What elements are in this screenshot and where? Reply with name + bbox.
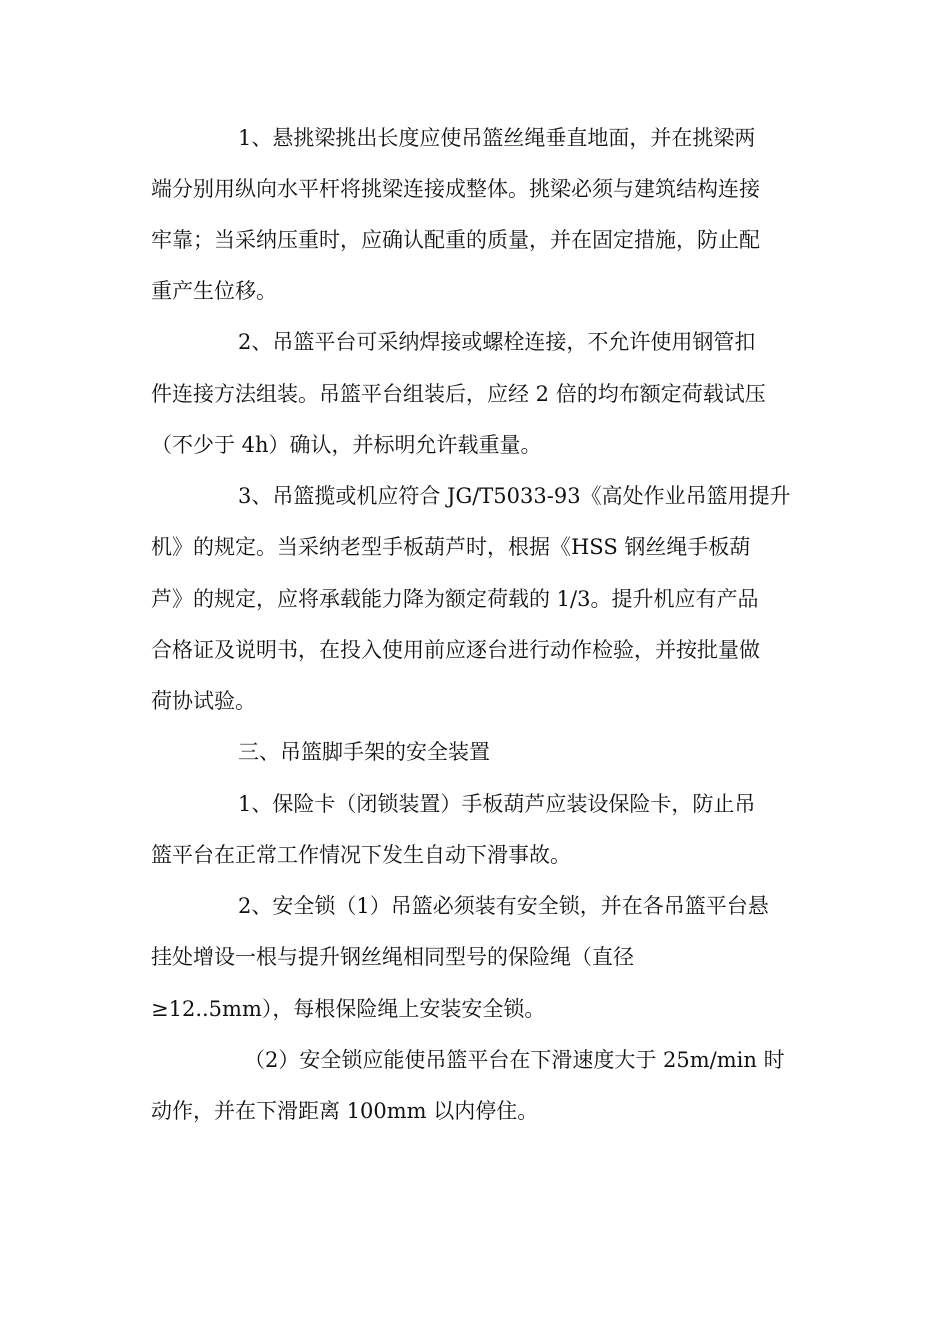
para-2-line-3: （不少于 4h）确认，并标明允许载重量。 bbox=[151, 433, 542, 457]
para-1-line-4: 重产生位移。 bbox=[151, 279, 277, 303]
para-1-line-3: 牢靠；当采纳压重时，应确认配重的质量，并在固定措施，防止配 bbox=[151, 228, 760, 252]
para-6-line-2: 动作，并在下滑距离 100mm 以内停住。 bbox=[151, 1099, 539, 1123]
para-2-line-2: 件连接方法组装。吊篮平台组装后，应经 2 倍的均布额定荷载试压 bbox=[151, 382, 766, 406]
para-1-line-2: 端分别用纵向水平杆将挑梁连接成整体。挑梁必须与建筑结构连接 bbox=[151, 177, 760, 201]
para-3-line-3: 芦》的规定，应将承载能力降为额定荷载的 1/3。提升机应有产品 bbox=[151, 587, 759, 611]
para-1-line-1: 1、悬挑梁挑出长度应使吊篮丝绳垂直地面，并在挑梁两 bbox=[238, 126, 756, 150]
section-heading: 三、吊篮脚手架的安全装置 bbox=[238, 740, 490, 764]
para-2-line-1: 2、吊篮平台可采纳焊接或螺栓连接，不允许使用钢管扣 bbox=[238, 330, 756, 354]
para-6-line-1: （2）安全锁应能使吊篮平台在下滑速度大于 25m/min 时 bbox=[244, 1048, 785, 1072]
para-5-line-1: 2、安全锁（1）吊篮必须装有安全锁，并在各吊篮平台悬 bbox=[238, 894, 769, 918]
para-3-line-5: 荷协试验。 bbox=[151, 689, 256, 713]
para-3-line-4: 合格证及说明书，在投入使用前应逐台进行动作检验，并按批量做 bbox=[151, 638, 760, 662]
para-3-line-1: 3、吊篮揽或机应符合 JG/T5033-93《高处作业吊篮用提升 bbox=[238, 484, 791, 508]
para-5-line-2: 挂处增设一根与提升钢丝绳相同型号的保险绳（直径 bbox=[151, 945, 634, 969]
para-4-line-2: 篮平台在正常工作情况下发生自动下滑事故。 bbox=[151, 843, 571, 867]
para-5-line-3: ≥12..5mm），每根保险绳上安装安全锁。 bbox=[151, 997, 546, 1021]
para-4-line-1: 1、保险卡（闭锁装置）手板葫芦应装设保险卡，防止吊 bbox=[238, 792, 756, 816]
para-3-line-2: 机》的规定。当采纳老型手板葫芦时，根据《HSS 钢丝绳手板葫 bbox=[151, 535, 751, 559]
